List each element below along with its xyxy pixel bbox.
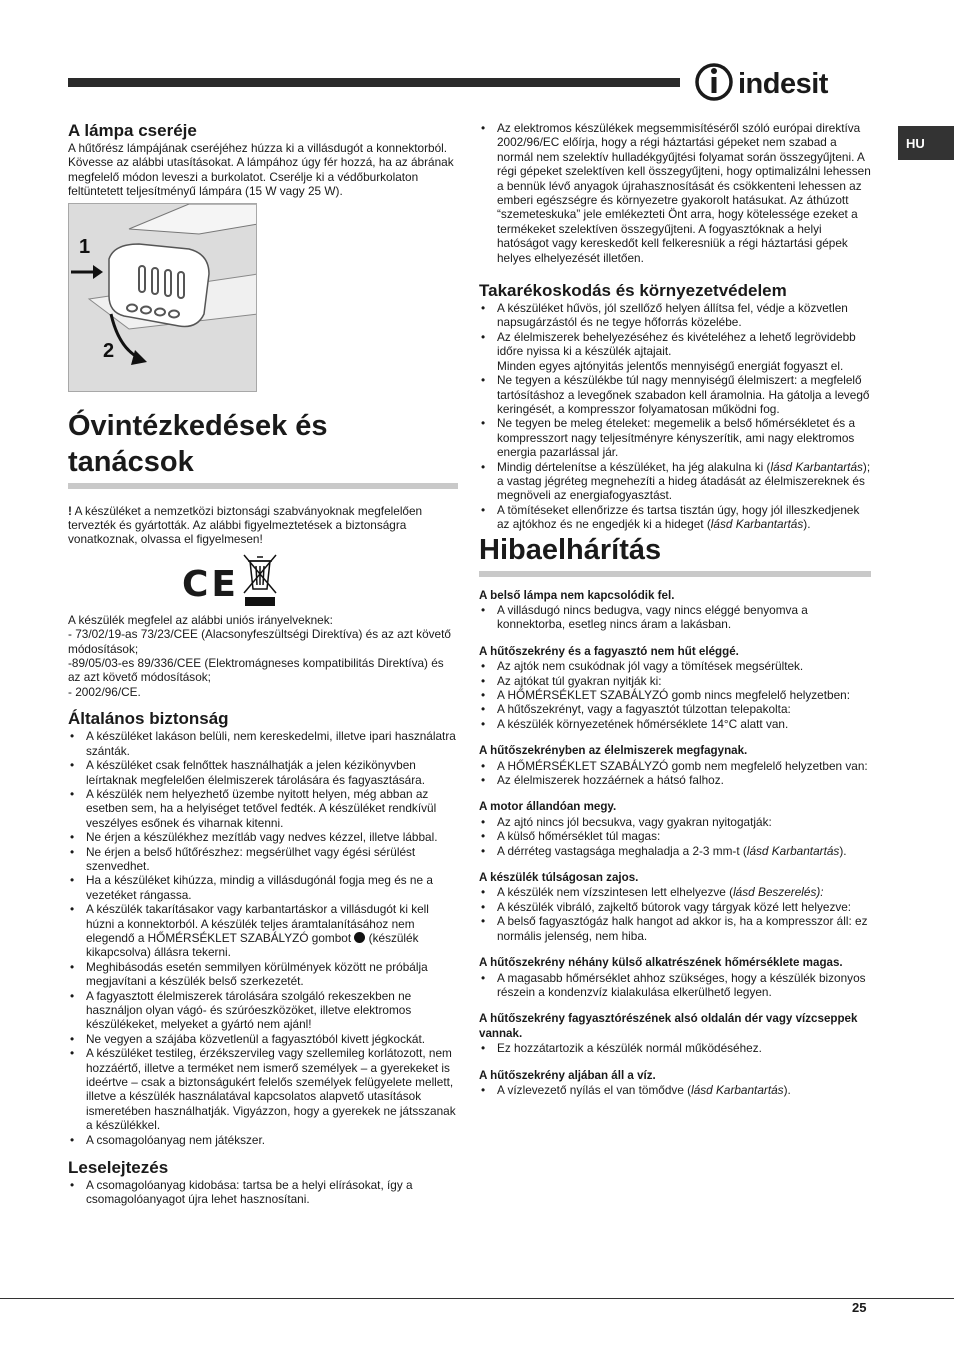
header-rule: [68, 78, 680, 87]
list-item: • Ne tegyen a készülékbe túl nagy mennyiségű élelmiszert: a megfelelő tartósításhoz a levegőnek szabadon kell áramolnia. Ha gátolja a levegő keringését, a kompresszor folyamatosan működni fog.: [479, 373, 871, 416]
warning-mark: !: [68, 503, 72, 518]
list-item: • Az ajtók nem csukódnak jól vagy a tömítések megsérültek.: [479, 659, 871, 673]
list-item: • Ez hozzátartozik a készülék normál működéséhez.: [479, 1041, 871, 1055]
crossed-bin-icon: [240, 553, 280, 609]
list-item: • A HŐMÉRSÉKLET SZABÁLYZÓ gomb nem megfelelő helyzetben van:: [479, 759, 871, 773]
list-item: • A készülék nem vízszintesen lett elhelyezve (lásd Beszerelés):: [479, 885, 871, 899]
directive-line-2: - 73/02/19-as 73/23/CEE (Alacsonyfeszültségi Direktíva) és az azt követő módosítások;: [68, 627, 451, 656]
list-item: • A csomagolóanyag kidobása: tartsa be a helyi elírásokat, így a csomagolóanyagot újra lehet hasznosítani.: [68, 1178, 458, 1207]
list-item: • A készüléket testileg, érzékszervileg vagy szellemileg korlátozott, nem hozzáértő, illetve a terméket nem ismerő személyek – a gyerekeket is ideértve – csak a biztonságukért felelős személyek felügyelete mellett, illetve a készülék használatával kapcsolatos alapvető utasítások ismeretében használhatják. Vigyázzon, hogy a gyerekek ne játsszanak a készülékkel.: [68, 1046, 458, 1132]
footer-rule: [0, 1298, 954, 1299]
issue-noisy-causes: [479, 885, 871, 943]
ce-mark: CE: [182, 563, 240, 605]
list-item: • Meghibásodás esetén semmilyen körülmények között ne próbálja megjavítani a készülék belső szerkezetét.: [68, 960, 458, 989]
general-safety-heading: Általános biztonság: [68, 709, 229, 729]
figure-step-1: 1: [79, 235, 91, 258]
figure-step-2: 2: [103, 339, 115, 362]
list-item: • A készülék nem helyezhető üzembe nyitott helyen, még abban az esetben sem, ha a helyiséget tetővel fedték. A készüléket rendkívül veszélyes esőnek és viharnak kitenni.: [68, 787, 458, 830]
issue-food-freezing-causes: [479, 759, 871, 788]
issue-water-bottom: A hűtőszekrény aljában áll a víz.: [479, 1068, 656, 1082]
list-item: • A készüléket hűvös, jól szellőző helyen állítsa fel, védje a közvetlen napsugárzástól és ne tegye hőforrás közelébe.: [479, 301, 871, 330]
issue-hot-parts: A hűtőszekrény néhány külső alkatrészének hőmérséklete magas.: [479, 956, 843, 970]
list-item: • Ne tegyen be meleg ételeket: megemelik a belső hőmérsékletet és a kompresszort nagy teljesítményre kényszerítik, ami nagy elektromos energia pazarlással jár.: [479, 416, 871, 459]
list-item: • A készülék környezetének hőmérséklete 14°C alatt van.: [479, 717, 871, 731]
precautions-title-line2: tanácsok: [68, 445, 194, 478]
list-item: • Ne érjen a készülékhez mezítláb vagy nedves kézzel, illetve lábbal.: [68, 830, 458, 844]
list-item: • A dérréteg vastagsága meghaladja a 2-3 mm-t (lásd Karbantartás).: [479, 844, 871, 858]
disposal-list: [68, 1178, 458, 1207]
directive-line-3: -89/05/03-es 89/336/CEE (Elektromágneses kompatibilitás Direktíva) és az azt követő módosítások;: [68, 656, 444, 685]
saving-list: [479, 301, 871, 532]
issue-water-bottom-causes: [479, 1083, 871, 1097]
list-item: • A készülék takarításakor vagy karbantartáskor a villásdugót ki kell húzni a konnektorból. A készülék teljes áramtalanításához nem elegendő a HŐMÉRSÉKLET SZABÁLYZÓ gombot (készülék kikapcsolva) állásra tekerni.: [68, 902, 458, 960]
issue-lamp: A belső lámpa nem kapcsolódik fel.: [479, 588, 675, 602]
lamp-text: A hűtőrész lámpájának cseréjéhez húzza ki a villásdugót a konnektorból. Kövesse az alábbi utasításokat. A lámpához úgy fér hozzá, ha az ábrának megfelelő módon leveszi a burkolatot. Cserélje ki a védőburkolaton feltüntetett teljesítményű lámpára (15 W vagy 25 W).: [68, 141, 454, 199]
left-column: [68, 121, 458, 1207]
list-item: • A vízlevezető nyílás el van tömődve (lásd Karbantartás).: [479, 1083, 871, 1097]
directive-line-4: - 2002/96/CE.: [68, 684, 141, 699]
general-safety-list: [68, 729, 458, 1147]
issue-noisy: A készülék túlságosan zajos.: [479, 871, 639, 885]
list-item: • Az ajtó nincs jól becsukva, vagy gyakran nyitogatják:: [479, 815, 871, 829]
issue-frost-drops: A hűtőszekrény fagyasztórészének alsó oldalán dér vagy vízcseppek vannak.: [479, 1012, 858, 1040]
list-item: • Mindig dértelenítse a készüléket, ha jég alakulna ki (lásd Karbantartás); a vastag jégréteg megnehezíti a hideg átadását az élelmiszereknek és megnöveli az energiafogyasztást.: [479, 460, 871, 503]
list-item: • A tömítéseket ellenőrizze és tartsa tisztán úgy, hogy jól illeszkedjenek az ajtókhoz és ne engedjék ki a hideget (lásd Karbantartás).: [479, 503, 871, 532]
lamp-replacement-figure: [68, 203, 257, 392]
precautions-intro: ! A készüléket a nemzetközi biztonsági szabványoknak megfelelően tervezték és gyártották. Az alábbi figyelmeztetések a biztonságra vonatkoznak, olvassa el figyelmesen!: [68, 503, 423, 547]
list-item: • A fagyasztott élelmiszerek tárolására szolgáló rekeszekben ne használjon olyan vágó- és szúróeszközöket, illetve elektromos készülékeket, melyeket a gyártó nem ajánl!: [68, 989, 458, 1032]
list-item: • A HŐMÉRSÉKLET SZABÁLYZÓ gomb nincs megfelelő helyzetben:: [479, 688, 871, 702]
directive-line-1: A készülék megfelel az alábbi uniós irányelveknek:: [68, 612, 333, 627]
compliance-marks: [68, 553, 458, 611]
brand-wordmark: indesit: [738, 68, 828, 100]
lamp-heading: A lámpa cseréje: [68, 121, 197, 140]
issue-food-freezing: A hűtőszekrényben az élelmiszerek megfagynak.: [479, 744, 748, 758]
precautions-title-line1: Óvintézkedések és: [68, 409, 328, 442]
list-item: • A külső hőmérséklet túl magas:: [479, 829, 871, 843]
issue-not-cooling: A hűtőszekrény és a fagyasztó nem hűt eléggé.: [479, 644, 739, 658]
troubleshooting-rule: [479, 571, 871, 577]
list-item: • A készülék vibráló, zajkeltő bútorok vagy tárgyak közé lett helyezve:: [479, 900, 871, 914]
list-item: • A hűtőszekrényt, vagy a fagyasztót túlzottan telepakolta:: [479, 702, 871, 716]
list-item: • A villásdugó nincs bedugva, vagy nincs eléggé benyomva a konnektorba, esetleg nincs áram a lakásban.: [479, 603, 871, 632]
off-position-dot-icon: [354, 932, 365, 943]
list-item: • Ha a készüléket kihúzza, mindig a villásdugónál fogja meg és ne a vezetéket rángassa.: [68, 873, 458, 902]
list-item: • A csomagolóanyag nem játékszer.: [68, 1133, 458, 1147]
right-column: [479, 121, 871, 1097]
issue-frost-drops-causes: [479, 1041, 871, 1055]
precautions-rule: [68, 483, 458, 489]
list-item: • Az ajtókat túl gyakran nyitják ki:: [479, 674, 871, 688]
troubleshooting-title: Hibaelhárítás: [479, 533, 662, 566]
issue-hot-parts-causes: [479, 971, 871, 1000]
language-tab: HU: [898, 126, 954, 160]
saving-heading: Takarékoskodás és környezetvédelem: [479, 281, 787, 301]
page-number: 25: [852, 1300, 867, 1315]
list-item: • Az élelmiszerek behelyezéséhez és kivételéhez a lehető legrövidebb időre nyissa ki a készülék ajtajait. Minden egyes ajtónyitás jelentős mennyiségű energiát fogyaszt el.: [479, 330, 871, 373]
lamp-cover-illustration: [69, 204, 257, 392]
list-item: • Ne vegyen a szájába közvetlenül a fagyasztóból kivett jégkockát.: [68, 1032, 458, 1046]
disposal-heading: Leselejtezés: [68, 1158, 169, 1178]
list-item: • Ne érjen a belső hűtőrészhez: megsérülhet vagy égési sérülést szenvedhet.: [68, 845, 458, 874]
issue-lamp-causes: [479, 603, 871, 632]
list-item: • A készüléket lakáson belüli, nem kereskedelmi, illetve ipari használatra szánták.: [68, 729, 458, 758]
issue-not-cooling-causes: [479, 659, 871, 731]
disposal-list-continued: [479, 121, 871, 265]
issue-motor-running: A motor állandóan megy.: [479, 800, 617, 814]
list-item: • A magasabb hőmérséklet ahhoz szükséges, hogy a készülék bizonyos részein a kondenzvíz kialakulása elkerülhető legyen.: [479, 971, 871, 1000]
list-item: • Az elektromos készülékek megsemmisítéséről szóló európai direktíva 2002/96/EC előírja, hogy a régi háztartási gépeket nem szabad a normál nem szelektív hulladékgyűjtési folyamat során összegyűjteni. A régi gépeket szelektíven kell összegyűjteni, hogy optimalizálni lehessen a bennük lévő anyagok újrahasznosítását és csökkenteni lehessen az emberi egészségre és környezetre gyakorolt hatásukat. Az áthúzott “szemeteskuka” jele emlékezteti Önt arra, hogy kötelessége ezeket a termékeket szelektíven összegyűjteni. A fogyasztóknak a helyi hatóságot vagy kereskedőt kell felkeresniük a régi háztartási gépek helyes elhelyezését illetően.: [479, 121, 871, 265]
info-i-logo-icon: [694, 58, 734, 106]
list-item: • A készüléket csak felnőttek használhatják a jelen kézikönyvben leírtaknak megfelelően élelmiszerek tárolására és fagyasztására.: [68, 758, 458, 787]
list-item: • A belső fagyasztógáz halk hangot ad akkor is, ha a kompresszor áll: ez normális jelenség, nem hiba.: [479, 914, 871, 943]
issue-motor-running-causes: [479, 815, 871, 858]
list-item: • Az élelmiszerek hozzáérnek a hátsó falhoz.: [479, 773, 871, 787]
brand-logo: [694, 58, 870, 106]
